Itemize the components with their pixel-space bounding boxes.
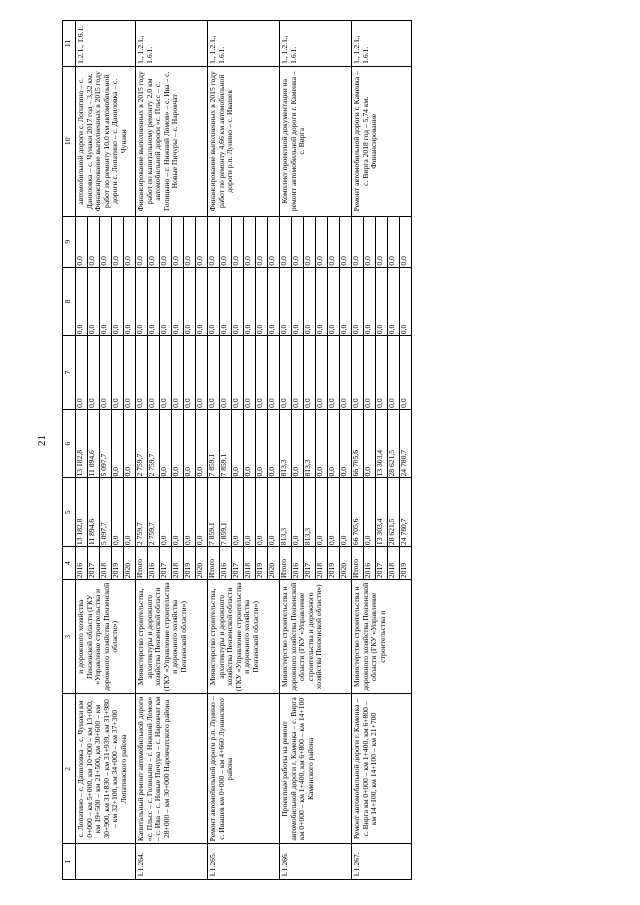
value-c9: 0,0 bbox=[339, 256, 348, 266]
indicator: Ремонт автомобильной дороги г. Каменка – с. Вирга 2018 год – 5,74 км. Финансирование bbox=[352, 66, 412, 216]
col-header: 5 bbox=[63, 478, 76, 547]
links: 1., 1.2.1., 1.6.1. bbox=[280, 21, 352, 67]
value-c7: 0,0 bbox=[376, 336, 388, 409]
value-c8: 0,0 bbox=[316, 268, 328, 336]
cell-c5 bbox=[76, 478, 136, 547]
col-header: 9 bbox=[63, 216, 76, 267]
measure-name: Ремонт автомобильной дороги г. Каменка – с. Вирга км 0+000 – км 1+400, км 6+800 – км 14+100, км 14+100 – км 21+700 bbox=[352, 694, 412, 844]
executor: и дорожного хозяйства Пензенской области (ГКУ «Управление строительства и дорожного хозяйства Пензенской области») bbox=[76, 580, 136, 694]
value-c6: 5 097,7 bbox=[100, 410, 112, 478]
value-c6: 0,0 bbox=[232, 410, 244, 478]
links: 1.2.1., 1.6.1. bbox=[76, 21, 136, 67]
value-c5: 24 780,7 bbox=[399, 518, 408, 546]
value-c6: 0,0 bbox=[112, 410, 124, 478]
cell-c7 bbox=[76, 336, 136, 410]
cell-c7 bbox=[208, 336, 280, 410]
value-c5: 0,0 bbox=[267, 535, 276, 546]
header-row bbox=[63, 21, 76, 880]
value-c7: 0,0 bbox=[292, 336, 304, 409]
value-years: 2018 bbox=[244, 547, 256, 579]
executor: Министерство строительства и дорожного хозяйства Пензенской области (ГКУ «Управление строительства и дорожного хозяйства Пензенской области») bbox=[280, 580, 352, 694]
value-c8: 0,0 bbox=[184, 268, 196, 336]
value-c9: 0,0 bbox=[232, 217, 244, 267]
value-c7: 0,0 bbox=[267, 398, 276, 408]
value-c8: 0,0 bbox=[388, 268, 400, 336]
value-c7: 0,0 bbox=[256, 336, 268, 409]
value-c6: 813,3 bbox=[280, 410, 292, 478]
value-c7: 0,0 bbox=[195, 398, 204, 408]
cell-c9 bbox=[76, 216, 136, 267]
value-c9: 0,0 bbox=[364, 217, 376, 267]
col-header: 8 bbox=[63, 267, 76, 336]
value-c5: 0,0 bbox=[112, 478, 124, 546]
value-c7: 0,0 bbox=[399, 398, 408, 408]
value-c8: 0,0 bbox=[328, 268, 340, 336]
value-c6: 13 182,8 bbox=[76, 410, 88, 478]
row-number bbox=[76, 844, 136, 880]
value-years: 2019 bbox=[184, 547, 196, 579]
value-c7: 0,0 bbox=[328, 336, 340, 409]
value-c9: 0,0 bbox=[88, 217, 100, 267]
value-years: 2019 bbox=[399, 562, 408, 579]
value-c9: 0,0 bbox=[148, 217, 160, 267]
cell-c9 bbox=[136, 216, 208, 267]
value-c9: 0,0 bbox=[100, 217, 112, 267]
value-c6: 0,0 bbox=[256, 410, 268, 478]
value-c8: 0,0 bbox=[292, 268, 304, 336]
value-years: 2020 bbox=[339, 562, 348, 579]
value-c6: 24 780,7 bbox=[399, 449, 408, 477]
value-c8: 0,0 bbox=[232, 268, 244, 336]
value-c5: 11 894,6 bbox=[88, 478, 100, 546]
value-years: 2016 bbox=[76, 547, 88, 579]
value-c7: 0,0 bbox=[220, 336, 232, 409]
value-c7: 0,0 bbox=[100, 336, 112, 409]
cell-c7 bbox=[352, 336, 412, 410]
value-c7: 0,0 bbox=[184, 336, 196, 409]
value-c6: 11 894,6 bbox=[88, 410, 100, 478]
value-years: 2016 bbox=[292, 547, 304, 579]
value-c9: 0,0 bbox=[316, 217, 328, 267]
cell-c5 bbox=[136, 478, 208, 547]
value-years: 2018 bbox=[100, 547, 112, 579]
value-c8: 0,0 bbox=[220, 268, 232, 336]
value-c5: 0,0 bbox=[339, 535, 348, 546]
value-c9: 0,0 bbox=[304, 217, 316, 267]
value-years: 2020 bbox=[123, 562, 132, 579]
measure-name: Ремонт автомобильной дороги р.п. Лунино – с. Ивашев км 0+000 – км 4+660 Лунинского района bbox=[208, 694, 280, 844]
row-number: 1.1.266. bbox=[280, 844, 352, 880]
value-c7: 0,0 bbox=[76, 336, 88, 409]
value-c6: 13 303,4 bbox=[376, 410, 388, 478]
value-c5: 813,3 bbox=[280, 478, 292, 546]
value-c9: 0,0 bbox=[328, 217, 340, 267]
value-c8: 0,0 bbox=[244, 268, 256, 336]
value-c7: 0,0 bbox=[208, 336, 220, 409]
value-c9: 0,0 bbox=[195, 256, 204, 266]
cell-c5 bbox=[352, 478, 412, 547]
value-c6: 0,0 bbox=[316, 410, 328, 478]
value-c5: 0,0 bbox=[316, 478, 328, 546]
cell-years bbox=[352, 547, 412, 580]
value-c6: 0,0 bbox=[244, 410, 256, 478]
value-c9: 0,0 bbox=[280, 217, 292, 267]
value-c8: 0,0 bbox=[88, 268, 100, 336]
value-c8: 0,0 bbox=[376, 268, 388, 336]
col-header: 4 bbox=[63, 547, 76, 580]
table-row bbox=[352, 21, 412, 880]
value-c9: 0,0 bbox=[172, 217, 184, 267]
value-c5: 0,0 bbox=[328, 478, 340, 546]
value-years: 2017 bbox=[160, 547, 172, 579]
value-c6: 0,0 bbox=[160, 410, 172, 478]
executor: Министерство строительства, архитектуры и дорожного хозяйства Пензенской области (ГКУ «Управление строительства и дорожного хозяйства Пензенской области») bbox=[208, 580, 280, 694]
col-header: 1 bbox=[63, 844, 76, 880]
value-years: 2017 bbox=[376, 547, 388, 579]
cell-c9 bbox=[208, 216, 280, 267]
value-c8: 0,0 bbox=[76, 268, 88, 336]
value-years: 2017 bbox=[304, 547, 316, 579]
value-c6: 813,3 bbox=[304, 410, 316, 478]
measure-name: Капитальный ремонт автомобильной дороги «с. Пльсс – с. Голицыно – г. Нижний Ломов» – с. Ива – с. Новые Пичуры – с. Наровчат км 28+000 – км 30+000 Наровчатского района bbox=[136, 694, 208, 844]
value-c9: 0,0 bbox=[267, 256, 276, 266]
value-c7: 0,0 bbox=[123, 398, 132, 408]
value-c9: 0,0 bbox=[352, 217, 364, 267]
value-c5: 7 859,1 bbox=[220, 478, 232, 546]
value-c5: 5 097,7 bbox=[100, 478, 112, 546]
value-c6: 0,0 bbox=[172, 410, 184, 478]
value-c9: 0,0 bbox=[123, 256, 132, 266]
value-years: Итого bbox=[208, 547, 220, 579]
value-c6: 0,0 bbox=[339, 466, 348, 477]
value-c8: 0,0 bbox=[112, 268, 124, 336]
value-c6: 7 859,1 bbox=[208, 410, 220, 478]
value-c8: 0,0 bbox=[195, 324, 204, 335]
col-header: 11 bbox=[63, 21, 76, 67]
value-c9: 0,0 bbox=[160, 217, 172, 267]
value-years: Итого bbox=[136, 547, 148, 579]
cell-c8 bbox=[208, 267, 280, 336]
value-c7: 0,0 bbox=[160, 336, 172, 409]
value-c8: 0,0 bbox=[148, 268, 160, 336]
col-header: 10 bbox=[63, 66, 76, 216]
value-c7: 0,0 bbox=[112, 336, 124, 409]
cell-c7 bbox=[136, 336, 208, 410]
value-c5: 0,0 bbox=[123, 535, 132, 546]
value-c8: 0,0 bbox=[208, 268, 220, 336]
value-c7: 0,0 bbox=[88, 336, 100, 409]
table-row bbox=[76, 21, 136, 880]
value-c6: 0,0 bbox=[195, 466, 204, 477]
value-c8: 0,0 bbox=[256, 268, 268, 336]
value-c8: 0,0 bbox=[304, 268, 316, 336]
links: 1., 1.2.1., 1.6.1. bbox=[352, 21, 412, 67]
cell-c6 bbox=[76, 409, 136, 478]
value-c7: 0,0 bbox=[136, 336, 148, 409]
value-c8: 0,0 bbox=[123, 324, 132, 335]
value-c5: 0,0 bbox=[172, 478, 184, 546]
value-c5: 0,0 bbox=[256, 478, 268, 546]
value-years: 2020 bbox=[267, 562, 276, 579]
row-number: 1.1.265. bbox=[208, 844, 280, 880]
value-c8: 0,0 bbox=[399, 324, 408, 335]
value-years: 2017 bbox=[232, 547, 244, 579]
value-years: 2020 bbox=[195, 562, 204, 579]
indicator: Финансирование выполненных в 2015 году работ по капитальному ремонту 2,0 км автомобильной дороги «с. Пльсс – с. Голицыно – г. Нижний Ломов» – с. Ива – с. Новые Пичуры – с. Наровчат bbox=[136, 66, 208, 216]
value-c5: 28 621,5 bbox=[388, 478, 400, 546]
value-years: 2016 bbox=[148, 547, 160, 579]
value-c8: 0,0 bbox=[267, 324, 276, 335]
value-c7: 0,0 bbox=[364, 336, 376, 409]
value-c7: 0,0 bbox=[339, 398, 348, 408]
measure-name: с. Лопатино – с. Даниловка – с. Чунаки км 0+000 – км 5+000, км 10+000 – км 13+000, км 19+500 – км 21+500, км 30+600 – км 30+900, км 31+830 – км 31+939, км 31+980 – км 32+100, км 34+000 – км 37+300 Лопатинского района bbox=[76, 694, 136, 844]
page-number: 21 bbox=[36, 435, 48, 446]
value-c6: 66 705,6 bbox=[352, 410, 364, 478]
value-c5: 813,3 bbox=[304, 478, 316, 546]
cell-c6 bbox=[352, 409, 412, 478]
indicator: Комплект проектной документации на ремонт автомобильной дороги г. Каменка – с. Вирга bbox=[280, 66, 352, 216]
value-c9: 0,0 bbox=[292, 217, 304, 267]
value-c6: 0,0 bbox=[267, 466, 276, 477]
col-header: 7 bbox=[63, 336, 76, 410]
row-number: 1.1.267. bbox=[352, 844, 412, 880]
cell-c5 bbox=[280, 478, 352, 547]
rotated-document bbox=[62, 20, 622, 880]
col-header: 6 bbox=[63, 409, 76, 478]
value-years: 2016 bbox=[364, 547, 376, 579]
value-years: 2018 bbox=[388, 547, 400, 579]
executor: Министерство строительства и дорожного хозяйства Пензенской области (ГКУ «Управление строительства и bbox=[352, 580, 412, 694]
value-years: 2019 bbox=[328, 547, 340, 579]
value-c5: 0,0 bbox=[184, 478, 196, 546]
value-c7: 0,0 bbox=[316, 336, 328, 409]
value-c6: 0,0 bbox=[123, 466, 132, 477]
value-years: 2018 bbox=[172, 547, 184, 579]
value-c8: 0,0 bbox=[160, 268, 172, 336]
value-c8: 0,0 bbox=[280, 268, 292, 336]
value-c5: 0,0 bbox=[195, 535, 204, 546]
value-c6: 7 859,1 bbox=[220, 410, 232, 478]
value-c9: 0,0 bbox=[136, 217, 148, 267]
value-c8: 0,0 bbox=[352, 268, 364, 336]
indicator: автомобильной дороги с. Лопатино – с. Даниловка – с. Чунаки 2017 год – 3,32 км. Финансирование выполненных в 2015 году работ по ремонту 10,0 км автомобильной дороги с. Лопатино – с. Даниловка – с. Чунаки bbox=[76, 66, 136, 216]
value-c5: 0,0 bbox=[292, 478, 304, 546]
row-number: 1.1.264. bbox=[136, 844, 208, 880]
measure-name: Проектные работы на ремонт автомобильной дороги г. Каменка – с. Вирга км 0+000 – км 1+400, км 6+800 – км 14+100 Каменского района bbox=[280, 694, 352, 844]
cell-c8 bbox=[352, 267, 412, 336]
value-c9: 0,0 bbox=[184, 217, 196, 267]
value-years: 2019 bbox=[256, 547, 268, 579]
value-c6: 0,0 bbox=[328, 410, 340, 478]
table-row bbox=[208, 21, 280, 880]
value-c8: 0,0 bbox=[172, 268, 184, 336]
value-c9: 0,0 bbox=[256, 217, 268, 267]
value-years: 2018 bbox=[316, 547, 328, 579]
value-c5: 2 759,7 bbox=[148, 478, 160, 546]
cell-c6 bbox=[136, 409, 208, 478]
value-years: 2016 bbox=[220, 547, 232, 579]
value-c7: 0,0 bbox=[172, 336, 184, 409]
cell-c8 bbox=[280, 267, 352, 336]
value-years: 2017 bbox=[88, 547, 100, 579]
value-c9: 0,0 bbox=[376, 217, 388, 267]
cell-years bbox=[136, 547, 208, 580]
cell-c6 bbox=[280, 409, 352, 478]
value-c8: 0,0 bbox=[100, 268, 112, 336]
table-row bbox=[280, 21, 352, 880]
value-c5: 7 859,1 bbox=[208, 478, 220, 546]
value-c9: 0,0 bbox=[244, 217, 256, 267]
value-c9: 0,0 bbox=[388, 217, 400, 267]
value-years: Итого bbox=[280, 547, 292, 579]
value-c8: 0,0 bbox=[364, 268, 376, 336]
value-c7: 0,0 bbox=[352, 336, 364, 409]
cell-c6 bbox=[208, 409, 280, 478]
cell-c9 bbox=[280, 216, 352, 267]
cell-years bbox=[280, 547, 352, 580]
value-c7: 0,0 bbox=[304, 336, 316, 409]
cell-c8 bbox=[76, 267, 136, 336]
value-c7: 0,0 bbox=[244, 336, 256, 409]
value-c6: 0,0 bbox=[184, 410, 196, 478]
value-c6: 2 759,7 bbox=[148, 410, 160, 478]
value-c5: 0,0 bbox=[232, 478, 244, 546]
links: 1., 1.2.1., 1.6.1. bbox=[136, 21, 208, 67]
value-c7: 0,0 bbox=[388, 336, 400, 409]
value-c8: 0,0 bbox=[339, 324, 348, 335]
table-body bbox=[76, 21, 412, 880]
value-c5: 0,0 bbox=[244, 478, 256, 546]
cell-c5 bbox=[208, 478, 280, 547]
value-years: Итого bbox=[352, 547, 364, 579]
value-c9: 0,0 bbox=[76, 217, 88, 267]
cell-c9 bbox=[352, 216, 412, 267]
value-c6: 28 621,5 bbox=[388, 410, 400, 478]
value-c5: 0,0 bbox=[160, 478, 172, 546]
table-row bbox=[136, 21, 208, 880]
value-c9: 0,0 bbox=[112, 217, 124, 267]
value-c7: 0,0 bbox=[232, 336, 244, 409]
value-c5: 13 182,8 bbox=[76, 478, 88, 546]
links: 1., 1.2.1., 1.6.1. bbox=[208, 21, 280, 67]
value-c5: 66 705,6 bbox=[352, 478, 364, 546]
value-c5: 0,0 bbox=[364, 478, 376, 546]
cell-years bbox=[76, 547, 136, 580]
value-c6: 2 759,7 bbox=[136, 410, 148, 478]
value-years: 2019 bbox=[112, 547, 124, 579]
value-c7: 0,0 bbox=[148, 336, 160, 409]
cell-c7 bbox=[280, 336, 352, 410]
cell-c8 bbox=[136, 267, 208, 336]
cell-years bbox=[208, 547, 280, 580]
value-c8: 0,0 bbox=[136, 268, 148, 336]
value-c6: 0,0 bbox=[292, 410, 304, 478]
program-table bbox=[62, 20, 412, 880]
col-header: 2 bbox=[63, 694, 76, 844]
value-c6: 0,0 bbox=[364, 410, 376, 478]
col-header: 3 bbox=[63, 580, 76, 694]
value-c5: 13 303,4 bbox=[376, 478, 388, 546]
value-c9: 0,0 bbox=[399, 256, 408, 266]
executor: Министерство строительства, архитектуры и дорожного хозяйства Пензенской области (ГКУ «Управление строительства и дорожного хозяйства Пензенской области») bbox=[136, 580, 208, 694]
value-c5: 2 759,7 bbox=[136, 478, 148, 546]
value-c9: 0,0 bbox=[220, 217, 232, 267]
value-c7: 0,0 bbox=[280, 336, 292, 409]
value-c9: 0,0 bbox=[208, 217, 220, 267]
indicator: Финансирование выполненных в 2015 году работ по ремонту 4,66 км автомобильной дороги р.п. Лунино – с. Ивашев bbox=[208, 66, 280, 216]
